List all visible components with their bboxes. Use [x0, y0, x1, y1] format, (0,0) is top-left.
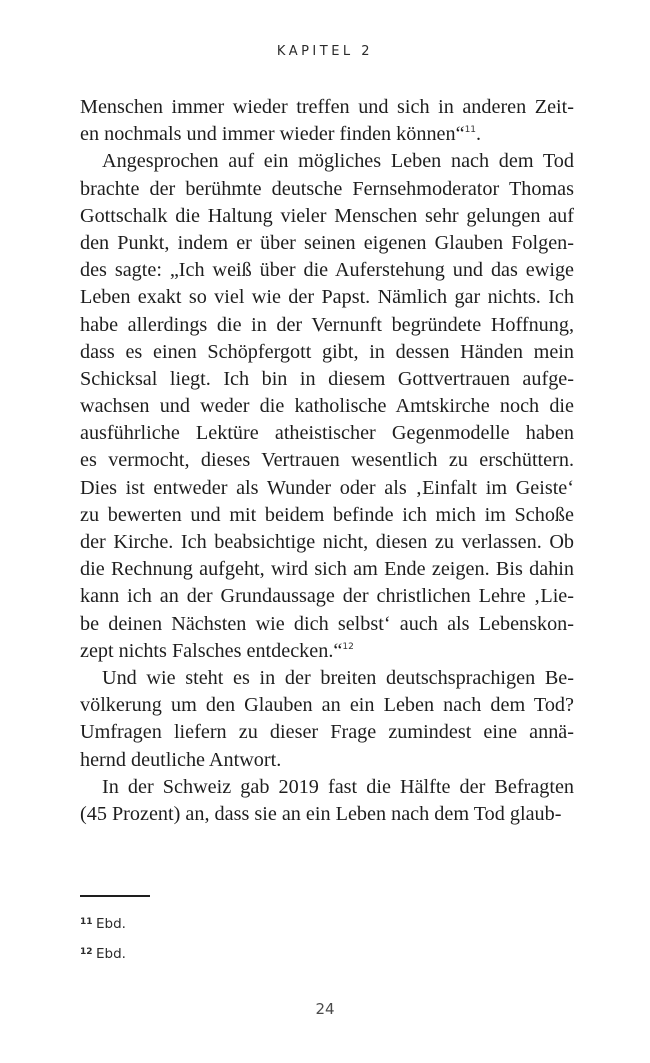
text-line — [80, 420, 574, 447]
text-line — [80, 121, 574, 148]
text-line — [80, 176, 574, 203]
text-line — [80, 801, 574, 828]
line-text: Schicksal liegt. Ich bin in diesem Gottvertrauen aufge- — [80, 367, 574, 390]
text-line — [80, 611, 574, 638]
line-text: be deinen Nächsten wie dich selbst‘ auch als Lebenskon- — [80, 612, 574, 635]
text-line — [80, 257, 574, 284]
line-text: en nochmals und immer wieder finden können“ — [80, 123, 465, 146]
text-line — [80, 774, 574, 801]
line-text: Umfragen liefern zu dieser Frage zumindest eine annä- — [80, 721, 574, 744]
line-text: hernd deutliche Antwort. — [80, 748, 282, 771]
footnote-reference[interactable]: 11 — [464, 125, 477, 136]
running-head: KAPITEL 2 — [276, 44, 374, 59]
text-line — [80, 203, 574, 230]
line-text: Und wie steht es in der breiten deutschsprachigen Be- — [102, 666, 574, 689]
line-text: Angesprochen auf ein mögliches Leben nach dem Tod — [102, 150, 574, 173]
footnote — [80, 912, 574, 942]
text-line — [80, 719, 574, 746]
line-text: In der Schweiz gab 2019 fast die Hälfte der Befragten — [102, 775, 574, 798]
footnote-text: Ebd. — [96, 946, 126, 962]
text-line — [80, 638, 574, 665]
line-text: die Rechnung aufgeht, wird sich am Ende zeigen. Bis dahin — [80, 558, 574, 581]
line-text: kann ich an der Grundaussage der christlichen Lehre ‚Lie- — [80, 585, 574, 608]
line-text: zept nichts Falsches entdecken.“ — [80, 639, 343, 662]
line-text: des sagte: „Ich weiß über die Auferstehung und das ewige — [80, 259, 574, 282]
text-line — [80, 529, 574, 556]
footnote-text: Ebd. — [96, 916, 126, 932]
line-text: Dies ist entweder als Wunder oder als ‚Einfalt im Geiste‘ — [80, 476, 574, 499]
line-text: Menschen immer wieder treffen und sich in anderen Zeit- — [80, 96, 574, 118]
text-line — [80, 230, 574, 257]
text-line — [80, 583, 574, 610]
line-text: den Punkt, indem er über seinen eigenen Glauben Folgen- — [80, 231, 574, 254]
text-line — [80, 475, 574, 502]
line-text: es vermocht, dieses Vertrauen wesentlich zu erschüttern. — [80, 449, 574, 472]
text-line — [80, 447, 574, 474]
line-text: brachte der berühmte deutsche Fernsehmoderator Thomas — [80, 177, 574, 200]
footnote-reference[interactable]: 12 — [342, 641, 354, 652]
text-line — [80, 502, 574, 529]
line-text: der Kirche. Ich beabsichtige nicht, diesen zu verlassen. Ob — [80, 531, 574, 553]
footnote-number: 12 — [80, 947, 93, 957]
line-text: dass es einen Schöpfergott gibt, in dessen Händen mein — [80, 340, 574, 363]
text-line — [80, 94, 574, 121]
line-text: zu bewerten und mit beidem befinde ich mich im Schoße — [80, 503, 574, 526]
text-line — [80, 366, 574, 393]
footnote-rule — [80, 895, 150, 897]
line-text: (45 Prozent) an, dass sie an ein Leben nach dem Tod glaub- — [80, 802, 562, 825]
footnotes — [80, 912, 574, 972]
text-line — [80, 556, 574, 583]
text-line — [80, 148, 574, 175]
text-line — [80, 312, 574, 339]
line-text-after: . — [476, 123, 482, 146]
text-line — [80, 284, 574, 311]
line-text: Gottschalk die Haltung vieler Menschen sehr gelungen auf — [80, 204, 574, 227]
text-line — [80, 665, 574, 692]
page-number: 24 — [315, 1000, 335, 1018]
text-line — [80, 339, 574, 366]
footnote-number: 11 — [80, 917, 93, 927]
body-text — [80, 94, 574, 828]
text-line — [80, 747, 574, 774]
line-text: wachsen und weder die katholische Amtskirche noch die — [80, 395, 574, 418]
footnote — [80, 942, 574, 972]
text-line — [80, 393, 574, 420]
line-text: völkerung um den Glauben an ein Leben nach dem Tod? — [80, 694, 574, 717]
line-text: ausführliche Lektüre atheistischer Gegenmodelle haben — [80, 422, 574, 445]
line-text: Leben exakt so viel wie der Papst. Nämlich gar nichts. Ich — [80, 286, 574, 309]
line-text: habe allerdings die in der Vernunft begründete Hoffnung, — [80, 313, 574, 336]
text-line — [80, 692, 574, 719]
